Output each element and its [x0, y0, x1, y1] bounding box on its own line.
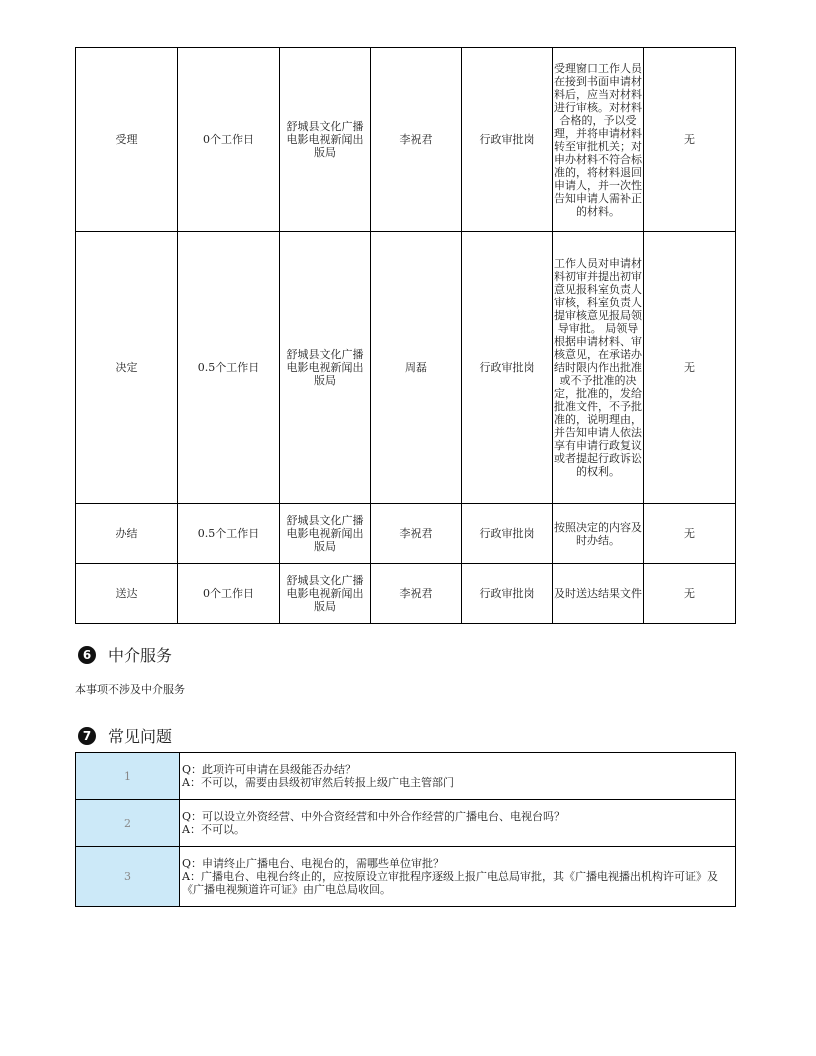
- post-cell: 行政审批岗: [462, 48, 553, 232]
- faq-number: 1: [76, 753, 180, 800]
- person-cell: 李祝君: [371, 48, 462, 232]
- step-cell: 办结: [76, 504, 178, 564]
- time-cell: 0.5个工作日: [178, 232, 280, 504]
- note-cell: 无: [644, 232, 736, 504]
- post-cell: 行政审批岗: [462, 564, 553, 624]
- section-number-badge: 7: [78, 727, 96, 745]
- faq-content: [180, 847, 736, 907]
- step-cell: 受理: [76, 48, 178, 232]
- step-cell: 决定: [76, 232, 178, 504]
- section-6-heading: [78, 643, 172, 666]
- faq-question: Q：此项许可申请在县级能否办结？: [182, 763, 357, 776]
- time-cell: 0个工作日: [178, 564, 280, 624]
- org-cell: 舒城县文化广播电影电视新闻出版局: [280, 232, 371, 504]
- time-cell: 0个工作日: [178, 48, 280, 232]
- table-row: [76, 753, 736, 800]
- person-cell: 周磊: [371, 232, 462, 504]
- faq-answer: A：广播电台、电视台终止的，应按原设立审批程序逐级上报广电总局审批，其《广播电视播出机构许可证》及《广播电视频道许可证》由广电总局收回。: [182, 870, 718, 896]
- time-cell: 0.5个工作日: [178, 504, 280, 564]
- person-cell: 李祝君: [371, 564, 462, 624]
- table-row: [76, 232, 736, 504]
- desc-cell: 受理窗口工作人员在接到书面申请材料后，应当对材料进行审核。对材料合格的，予以受理，并将申请材料转至审批机关；对申办材料不符合标准的，将材料退回申请人，并一次性告知申请人需补正的材料。: [553, 48, 644, 232]
- org-cell: 舒城县文化广播电影电视新闻出版局: [280, 48, 371, 232]
- org-cell: 舒城县文化广播电影电视新闻出版局: [280, 564, 371, 624]
- faq-question: Q：申请终止广播电台、电视台的，需哪些单位审批？: [182, 857, 445, 870]
- faq-content: [180, 800, 736, 847]
- faq-number: 2: [76, 800, 180, 847]
- faq-number: 3: [76, 847, 180, 907]
- intermediary-note: 本事项不涉及中介服务: [75, 683, 185, 696]
- note-cell: 无: [644, 504, 736, 564]
- step-cell: 送达: [76, 564, 178, 624]
- desc-cell: 工作人员对申请材料初审并提出初审意见报科室负责人审核，科室负责人提审核意见报局领导审批。 局领导根据申请材料、审核意见，在承诺办结时限内作出批准或不予批准的决定，批准的，发给批准文件，不予批准的，说明理由，并告知申请人依法享有申请行政复议或者提起行政诉讼的权利。: [553, 232, 644, 504]
- table-row: [76, 847, 736, 907]
- post-cell: 行政审批岗: [462, 232, 553, 504]
- desc-cell: 及时送达结果文件: [553, 564, 644, 624]
- section-title: 中介服务: [108, 646, 173, 665]
- section-title: 常见问题: [108, 727, 173, 746]
- faq-table: [75, 752, 736, 907]
- note-cell: 无: [644, 564, 736, 624]
- table-row: [76, 800, 736, 847]
- process-table: [75, 47, 736, 624]
- note-cell: 无: [644, 48, 736, 232]
- table-row: [76, 504, 736, 564]
- section-7-heading: [78, 724, 172, 747]
- table-row: [76, 564, 736, 624]
- table-row: [76, 48, 736, 232]
- faq-answer: A：不可以，需要由县级初审然后转报上级广电主管部门: [182, 776, 454, 789]
- post-cell: 行政审批岗: [462, 504, 553, 564]
- faq-question: Q：可以设立外资经营、中外合资经营和中外合作经营的广播电台、电视台吗？: [182, 810, 566, 823]
- section-number-badge: 6: [78, 646, 96, 664]
- faq-answer: A：不可以。: [182, 823, 245, 836]
- org-cell: 舒城县文化广播电影电视新闻出版局: [280, 504, 371, 564]
- faq-content: [180, 753, 736, 800]
- desc-cell: 按照决定的内容及时办结。: [553, 504, 644, 564]
- person-cell: 李祝君: [371, 504, 462, 564]
